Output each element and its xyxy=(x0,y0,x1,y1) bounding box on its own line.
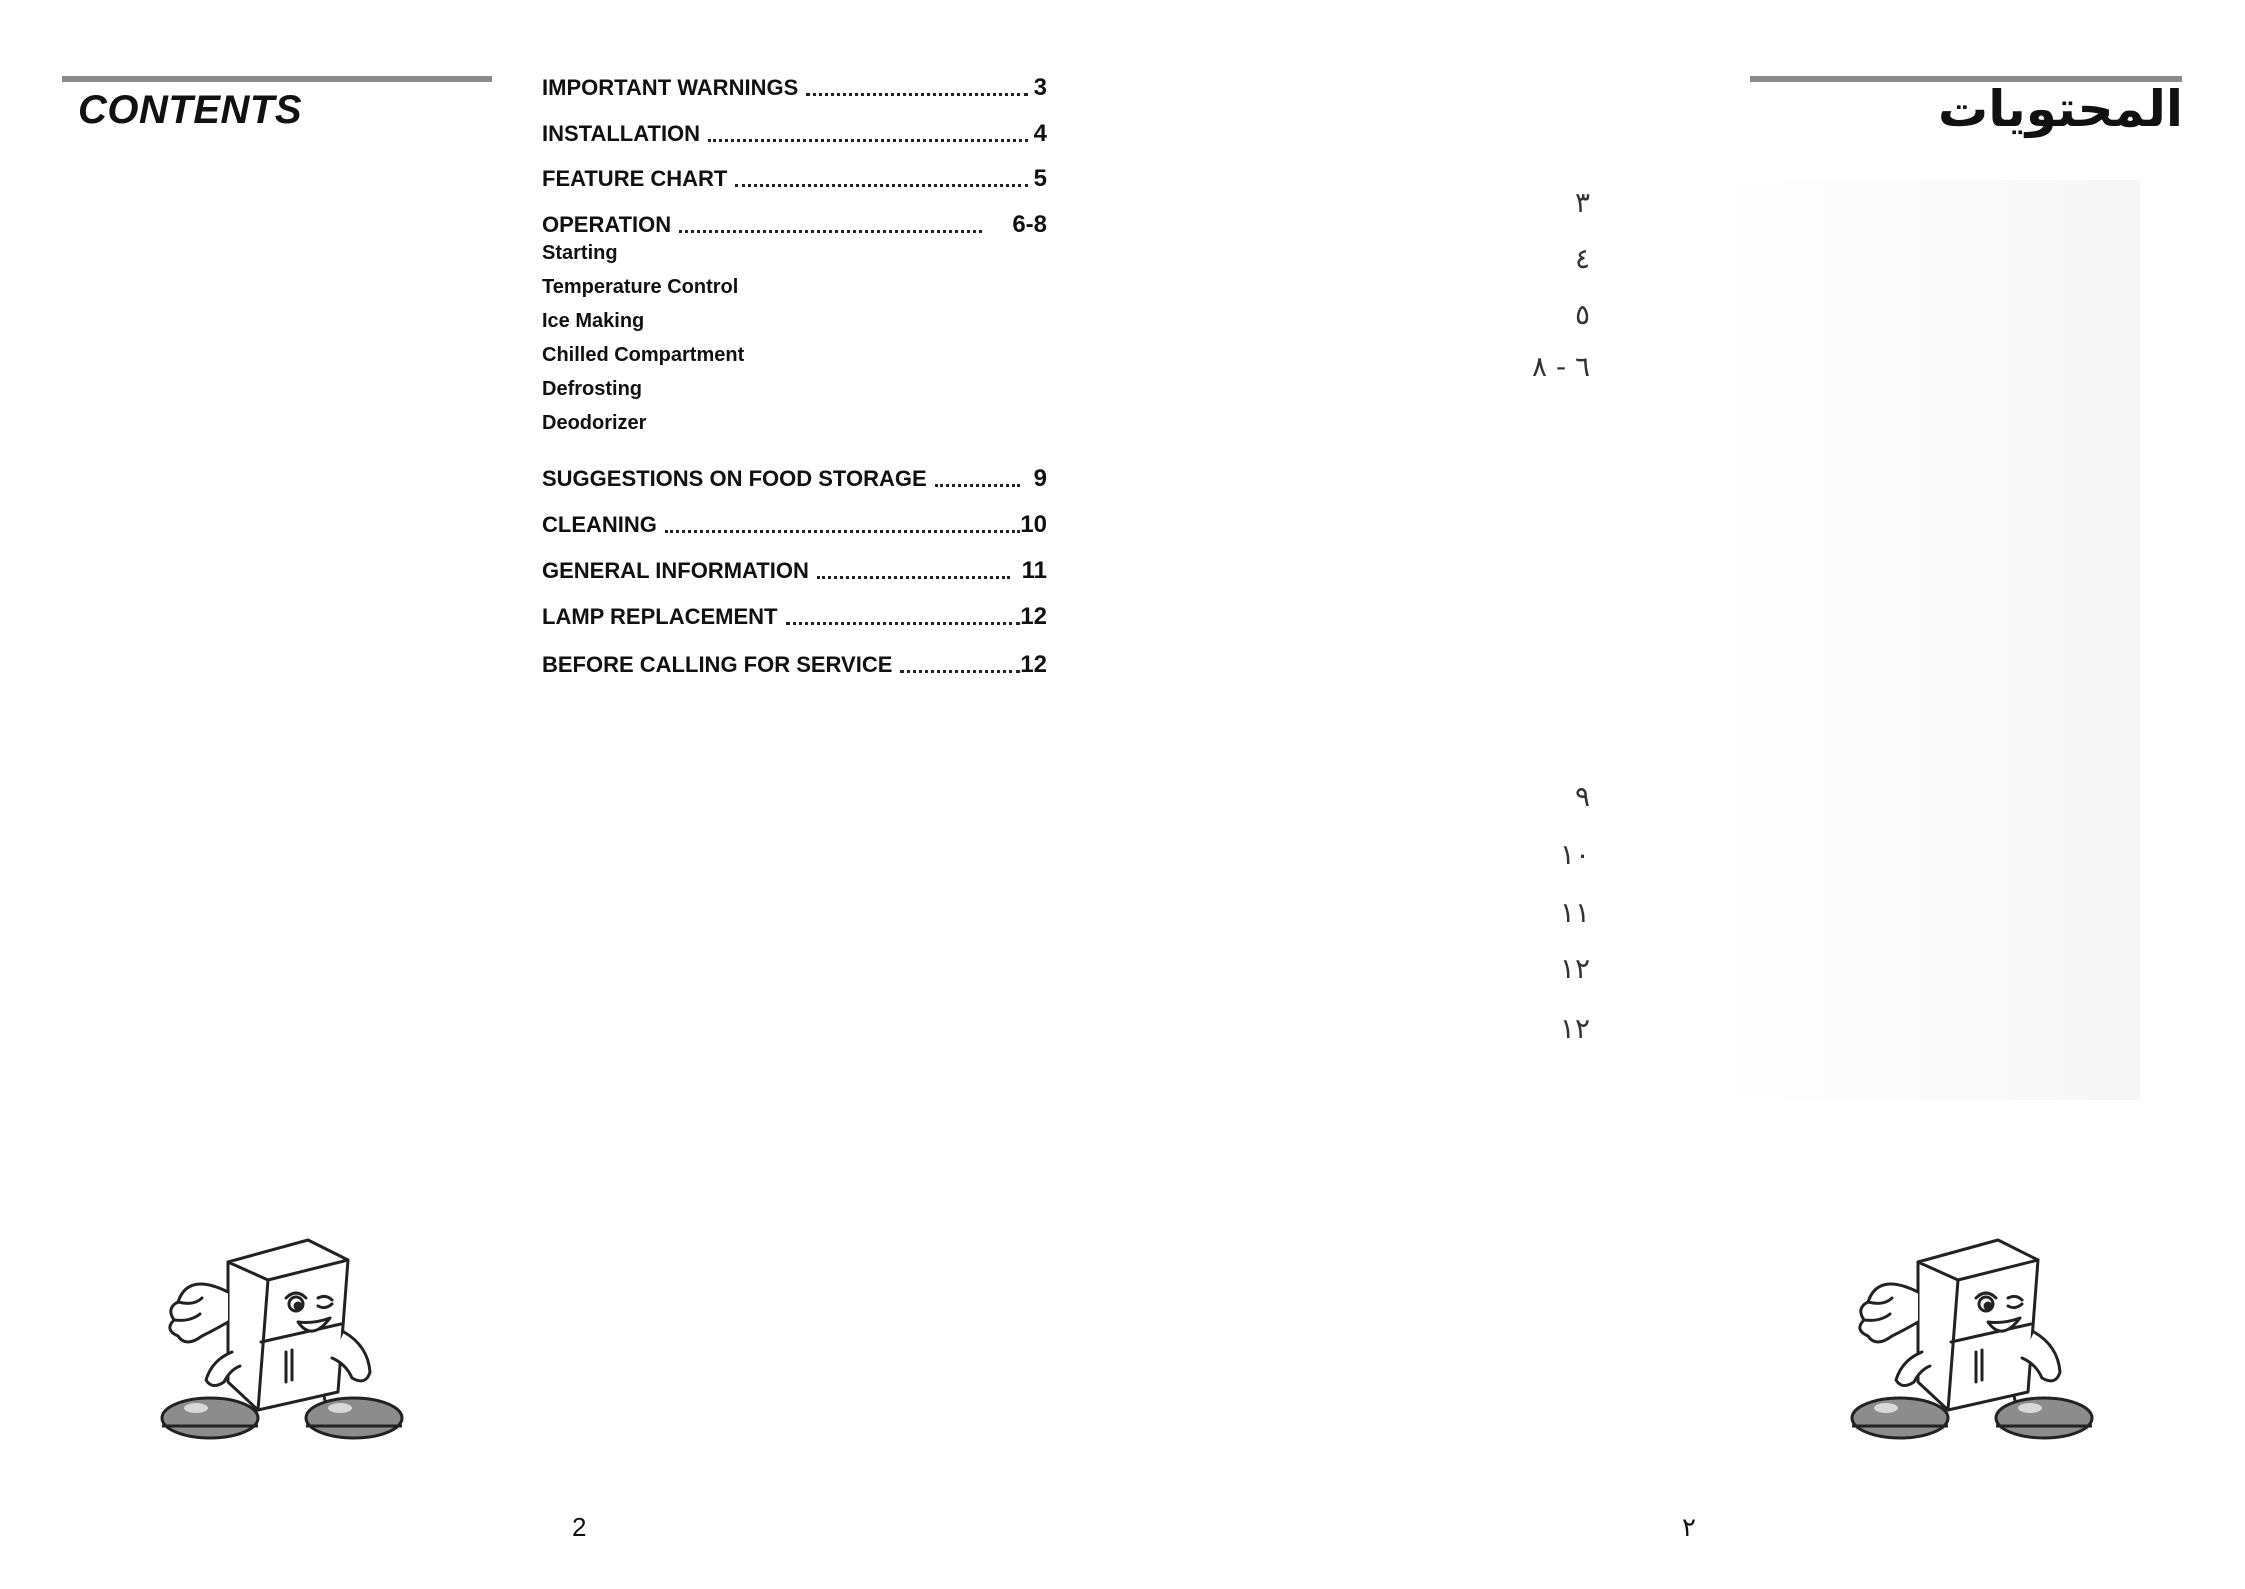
leader-dots xyxy=(786,620,1021,625)
leader-dots xyxy=(806,91,1027,96)
toc-entry-general-information[interactable] xyxy=(542,557,1047,587)
toc-entry-page: 12 xyxy=(1020,651,1047,678)
ar-toc-entry-page: ٤ xyxy=(1574,242,1590,275)
toc-entry-label: CLEANING xyxy=(542,512,657,537)
english-header-rule xyxy=(62,76,492,82)
toc-subitem-temperature-control[interactable]: Temperature Control xyxy=(542,276,739,298)
leader-dots xyxy=(817,574,1010,579)
arabic-contents-title: المحتويات xyxy=(1937,80,2183,138)
toc-entry-label: LAMP REPLACEMENT xyxy=(542,604,778,629)
ar-toc-entry-page: ١٢ xyxy=(1559,952,1590,985)
refrigerator-mascot-icon xyxy=(1848,1232,2098,1442)
english-page-number: 2 xyxy=(572,1512,587,1542)
toc-entry-important-warnings[interactable] xyxy=(542,74,1047,104)
ar-toc-entry-page: ٥ xyxy=(1574,298,1590,331)
toc-entry-page: 5 xyxy=(1033,165,1047,192)
toc-entry-page: 11 xyxy=(1021,557,1047,584)
leader-dots xyxy=(679,228,982,233)
toc-subitem-chilled-compartment[interactable]: Chilled Compartment xyxy=(542,344,745,366)
toc-subitem-ice-making[interactable]: Ice Making xyxy=(542,310,645,332)
toc-entry-installation[interactable] xyxy=(542,120,1047,150)
toc-entry-suggestions-food-storage[interactable] xyxy=(542,465,1047,495)
toc-entry-label: INSTALLATION xyxy=(542,121,701,146)
toc-entry-page: 10 xyxy=(1020,511,1047,538)
toc-entry-cleaning[interactable] xyxy=(542,511,1047,541)
toc-entry-page: 3 xyxy=(1033,74,1047,101)
leader-dots xyxy=(708,137,1028,142)
toc-entry-lamp-replacement[interactable] xyxy=(542,603,1047,633)
ar-toc-entry-page: ١٢ xyxy=(1559,1012,1590,1045)
ar-toc-entry-page: ١٠ xyxy=(1559,838,1590,871)
toc-subitem-starting[interactable]: Starting xyxy=(542,242,618,264)
toc-entry-label: IMPORTANT WARNINGS xyxy=(542,75,799,100)
ar-toc-entry-page: ٦ - ٨ xyxy=(1532,350,1590,383)
arabic-page-number: ٢ xyxy=(1682,1512,1696,1542)
toc-entry-label: FEATURE CHART xyxy=(542,166,728,191)
toc-entry-page: 4 xyxy=(1033,120,1047,147)
english-contents-title: CONTENTS xyxy=(78,88,302,132)
toc-entry-page: 12 xyxy=(1020,603,1047,630)
ar-toc-entry-page: ٩ xyxy=(1574,780,1590,813)
refrigerator-mascot-icon xyxy=(158,1232,408,1442)
toc-entry-label: SUGGESTIONS ON FOOD STORAGE xyxy=(542,466,927,491)
toc-entry-operation[interactable] xyxy=(542,211,1047,241)
leader-dots xyxy=(665,528,1020,533)
toc-entry-label: BEFORE CALLING FOR SERVICE xyxy=(542,652,893,677)
leader-dots xyxy=(735,182,1027,187)
toc-entry-page: 6-8 xyxy=(1012,211,1047,238)
toc-entry-before-calling-service[interactable] xyxy=(542,651,1047,681)
toc-entry-feature-chart[interactable] xyxy=(542,165,1047,195)
toc-entry-label: GENERAL INFORMATION xyxy=(542,558,809,583)
ar-toc-entry-page: ١١ xyxy=(1559,896,1590,929)
ar-toc-entry-page: ٣ xyxy=(1574,186,1590,219)
leader-dots xyxy=(900,668,1020,673)
toc-entry-page: 9 xyxy=(1033,465,1047,492)
scan-shade xyxy=(1720,180,2140,1100)
toc-entry-label: OPERATION xyxy=(542,212,672,237)
toc-subitem-defrosting[interactable]: Defrosting xyxy=(542,378,642,400)
leader-dots xyxy=(935,482,1020,487)
toc-subitem-deodorizer[interactable]: Deodorizer xyxy=(542,412,647,434)
